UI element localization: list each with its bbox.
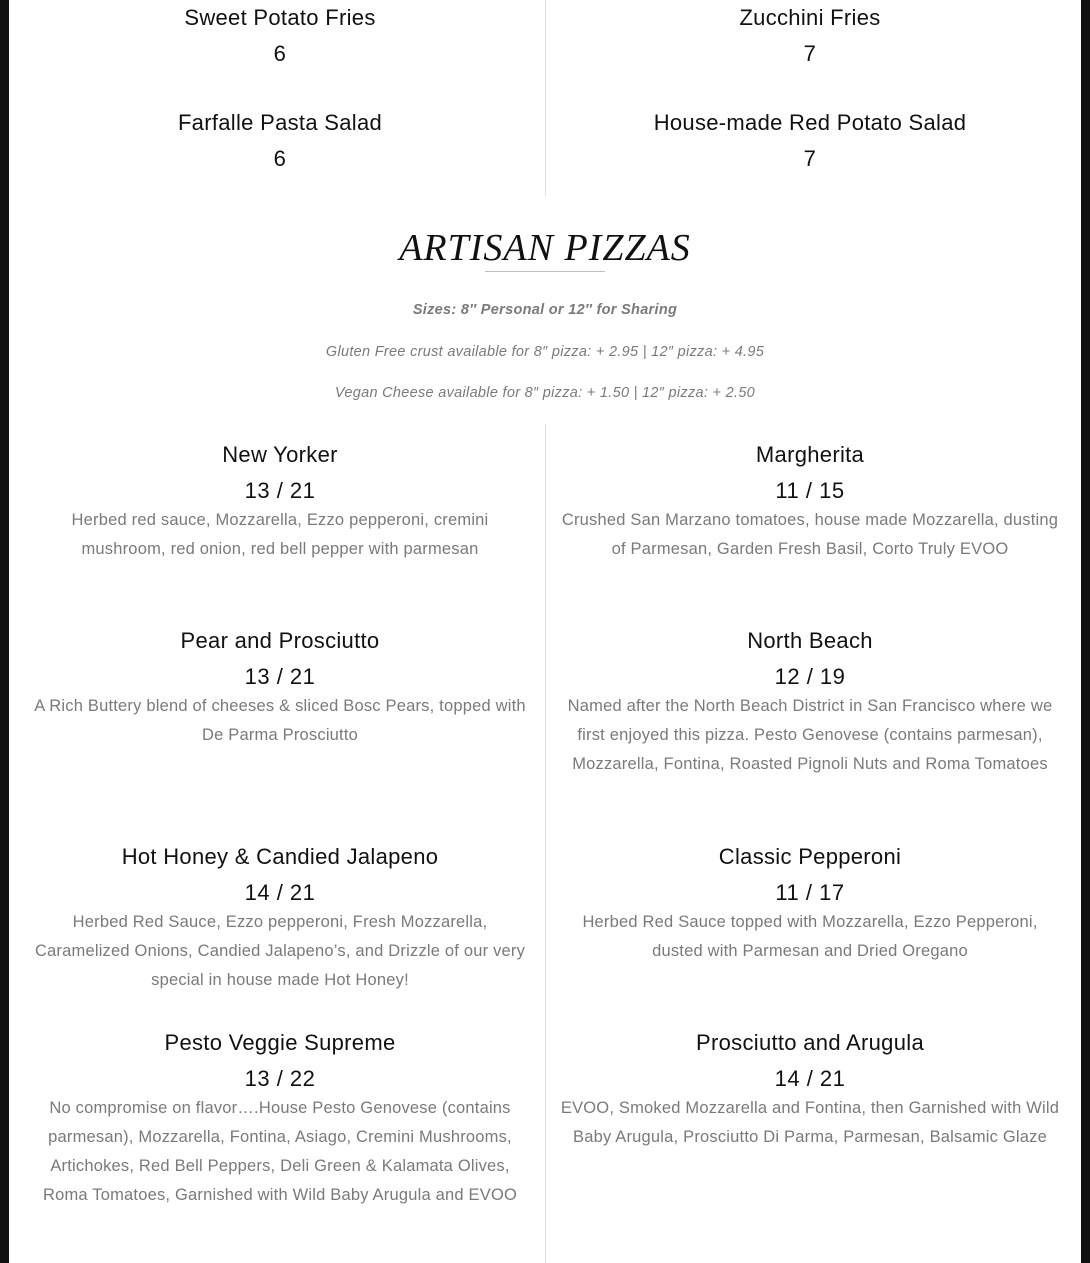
item-name: New Yorker bbox=[222, 442, 338, 467]
column-divider-top bbox=[545, 0, 546, 196]
item-description: Crushed San Marzano tomatoes, house made Mozzarella, dusting of Parmesan, Garden Fresh Basil, Corto Truly EVOO bbox=[561, 511, 1059, 558]
column-divider-pizzas bbox=[545, 424, 546, 1263]
menu-item-red-potato-salad bbox=[560, 110, 1060, 172]
item-price: 7 bbox=[803, 41, 817, 66]
pizza-pear-and-prosciutto bbox=[30, 628, 530, 750]
vegan-cheese-note: Vegan Cheese available for 8″ pizza: + 1.50 | 12″ pizza: + 2.50 bbox=[334, 385, 756, 401]
item-name: Farfalle Pasta Salad bbox=[177, 110, 383, 135]
item-description: EVOO, Smoked Mozzarella and Fontina, then Garnished with Wild Baby Arugula, Prosciutto Di Parma, Parmesan, Balsamic Glaze bbox=[560, 1099, 1060, 1146]
gluten-free-note: Gluten Free crust available for 8″ pizza: + 2.95 | 12″ pizza: + 4.95 bbox=[325, 344, 765, 360]
item-price: 14 / 21 bbox=[244, 880, 316, 905]
item-description: A Rich Buttery blend of cheeses & sliced Bosc Pears, topped with De Parma Prosciutto bbox=[34, 697, 526, 744]
menu-item-farfalle-pasta-salad bbox=[30, 110, 530, 172]
pizza-prosciutto-and-arugula bbox=[560, 1030, 1060, 1152]
menu-item-sweet-potato-fries bbox=[30, 5, 530, 67]
section-title: ARTISAN PIZZAS bbox=[399, 227, 691, 269]
item-description: Named after the North Beach District in San Francisco where we first enjoyed this pizza. Pesto Genovese (contains parmesan), Mozzarella, Fontina, Roasted Pignoli Nuts and Roma Tomatoes bbox=[567, 697, 1053, 773]
item-name: Pear and Prosciutto bbox=[180, 628, 380, 653]
item-description: Herbed red sauce, Mozzarella, Ezzo pepperoni, cremini mushroom, red onion, red bell pepper with parmesan bbox=[71, 511, 489, 558]
item-price: 14 / 21 bbox=[774, 1066, 846, 1091]
pizza-classic-pepperoni bbox=[560, 844, 1060, 966]
item-name: Sweet Potato Fries bbox=[184, 5, 376, 30]
pizza-pesto-veggie-supreme bbox=[30, 1030, 530, 1210]
item-description: Herbed Red Sauce topped with Mozzarella, Ezzo Pepperoni, dusted with Parmesan and Dried Oregano bbox=[582, 913, 1038, 960]
item-name: Classic Pepperoni bbox=[718, 844, 902, 869]
item-name: Pesto Veggie Supreme bbox=[164, 1030, 396, 1055]
item-price: 6 bbox=[273, 146, 287, 171]
item-name: Margherita bbox=[755, 442, 865, 467]
pizza-north-beach bbox=[560, 628, 1060, 779]
pizza-hot-honey-jalapeno bbox=[30, 844, 530, 995]
item-name: Prosciutto and Arugula bbox=[696, 1030, 924, 1055]
item-price: 13 / 22 bbox=[244, 1066, 316, 1091]
item-price: 13 / 21 bbox=[244, 478, 316, 503]
item-description: Herbed Red Sauce, Ezzo pepperoni, Fresh Mozzarella, Caramelized Onions, Candied Jalapeno’s, and Drizzle of our very special in house made Hot Honey! bbox=[34, 913, 526, 989]
item-name: Hot Honey & Candied Jalapeno bbox=[121, 844, 439, 869]
item-name: North Beach bbox=[747, 628, 873, 653]
pizza-margherita bbox=[560, 442, 1060, 564]
item-description: No compromise on flavor….House Pesto Genovese (contains parmesan), Mozzarella, Fontina, Asiago, Cremini Mushrooms, Artichokes, Red Bell Peppers, Deli Green & Kalamata Olives, Roma Tomatoes, Garnished with Wild Baby Arugula and EVOO bbox=[42, 1099, 518, 1204]
pizza-new-yorker bbox=[30, 442, 530, 564]
title-underline bbox=[485, 271, 605, 272]
sizes-note: Sizes: 8″ Personal or 12″ for Sharing bbox=[412, 302, 678, 318]
menu-item-zucchini-fries bbox=[560, 5, 1060, 67]
item-price: 11 / 17 bbox=[775, 880, 845, 905]
item-name: Zucchini Fries bbox=[739, 5, 881, 30]
item-price: 12 / 19 bbox=[774, 664, 846, 689]
item-price: 11 / 15 bbox=[775, 478, 845, 503]
item-price: 6 bbox=[273, 41, 287, 66]
item-name: House-made Red Potato Salad bbox=[653, 110, 967, 135]
item-price: 7 bbox=[803, 146, 817, 171]
item-price: 13 / 21 bbox=[244, 664, 316, 689]
